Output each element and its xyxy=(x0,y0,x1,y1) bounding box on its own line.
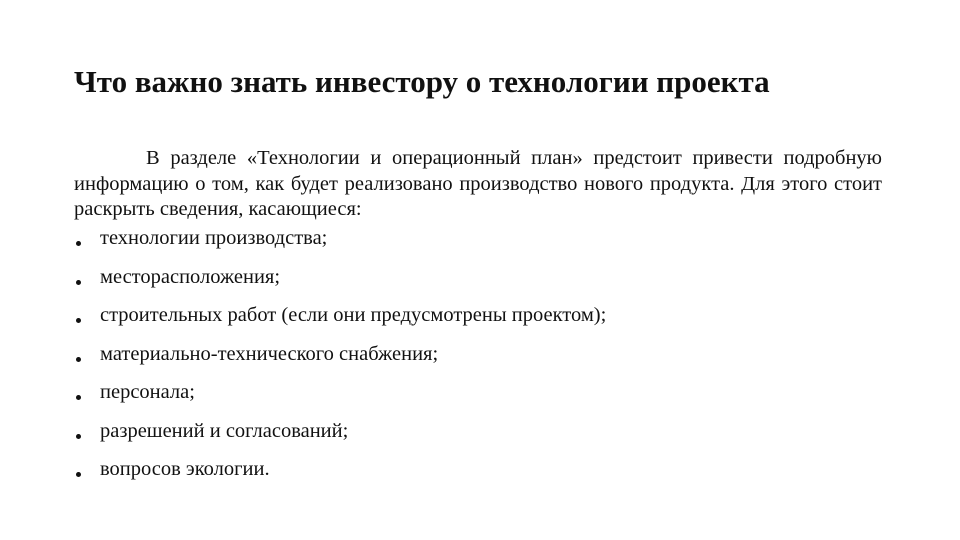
intro-paragraph: В разделе «Технологии и операционный план» предстоит привести подробную информацию о том, как будет реализовано производство нового продукта. Для этого стоит раскрыть сведения, касающиеся: xyxy=(74,147,882,220)
list-item xyxy=(74,226,894,265)
list-item-text: персонала; xyxy=(100,381,195,403)
list-item xyxy=(74,380,894,419)
list-item-text: разрешений и согласований; xyxy=(100,419,349,442)
list-item-text: вопросов экологии. xyxy=(100,458,270,480)
bullet-list xyxy=(74,226,894,496)
bullet-icon xyxy=(76,395,81,400)
list-item-text: месторасположения; xyxy=(100,265,281,288)
list-item-text: технологии производства; xyxy=(100,227,328,249)
list-item xyxy=(74,342,894,381)
bullet-icon xyxy=(76,318,81,323)
list-item xyxy=(74,419,894,458)
list-item xyxy=(74,303,894,342)
bullet-icon xyxy=(76,241,81,246)
bullet-icon xyxy=(76,434,81,439)
list-item-text: строительных работ (если они предусмотрены проектом); xyxy=(100,304,607,326)
list-item-text: материально-технического снабжения; xyxy=(100,342,439,365)
bullet-icon xyxy=(76,472,81,477)
slide-title: Что важно знать инвестору о технологии проекта xyxy=(74,64,770,99)
list-item xyxy=(74,265,894,304)
bullet-icon xyxy=(76,357,81,362)
list-item xyxy=(74,457,894,496)
bullet-icon xyxy=(76,280,81,285)
